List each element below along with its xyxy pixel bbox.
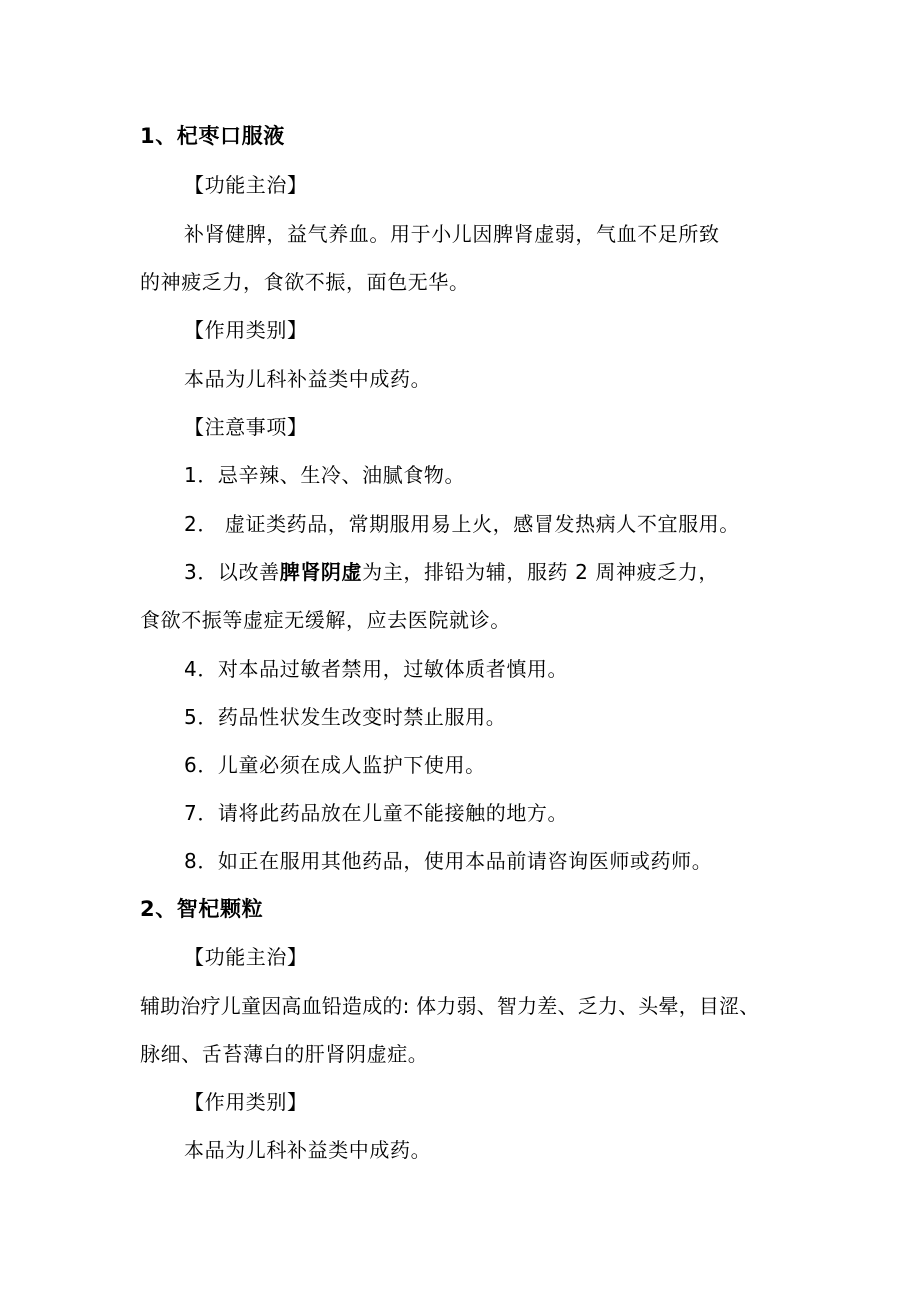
note-item-6: 6．儿童必须在成人监护下使用。 xyxy=(184,753,486,777)
note-item-3-emphasis: 脾肾阴虚 xyxy=(279,560,363,584)
section-2-function-text-line-2: 脉细、舌苔薄白的肝肾阴虚症。 xyxy=(140,1042,429,1066)
note-item-4: 4．对本品过敏者禁用，过敏体质者慎用。 xyxy=(184,657,569,681)
section-1-function-text-line-1: 补肾健脾，益气养血。用于小儿因脾肾虚弱，气血不足所致 xyxy=(184,222,720,246)
note-item-8: 8．如正在服用其他药品，使用本品前请咨询医师或药师。 xyxy=(184,849,713,873)
section-1-function-text-line-2: 的神疲乏力，食欲不振，面色无华。 xyxy=(140,270,470,294)
note-item-3 xyxy=(184,558,719,586)
section-1-category-heading: 【作用类别】 xyxy=(184,318,308,342)
section-2-function-heading: 【功能主治】 xyxy=(184,945,308,969)
note-item-3-line-2: 食欲不振等虚症无缓解，应去医院就诊。 xyxy=(140,608,511,632)
note-item-3-prefix: 3．以改善 xyxy=(184,560,280,584)
note-item-5: 5．药品性状发生改变时禁止服用。 xyxy=(184,705,507,729)
note-item-1: 1．忌辛辣、生冷、油腻食物。 xyxy=(184,463,466,487)
section-1-category-text: 本品为儿科补益类中成药。 xyxy=(184,367,432,391)
section-2-function-text-line-1: 辅助治疗儿童因高血铅造成的: 体力弱、智力差、乏力、头晕，目涩、 xyxy=(140,994,760,1018)
section-1-title: 1、杞枣口服液 xyxy=(140,124,285,148)
note-item-3-suffix: 为主，排铅为辅，服药 2 周神疲乏力， xyxy=(362,560,719,584)
section-1-notes-heading: 【注意事项】 xyxy=(184,415,308,439)
note-item-2: 2． 虚证类药品，常期服用易上火，感冒发热病人不宜服用。 xyxy=(184,512,740,536)
section-1-function-heading: 【功能主治】 xyxy=(184,173,308,197)
section-2-category-text: 本品为儿科补益类中成药。 xyxy=(184,1138,432,1162)
section-2-title: 2、智杞颗粒 xyxy=(140,897,264,921)
section-2-category-heading: 【作用类别】 xyxy=(184,1090,308,1114)
note-item-7: 7．请将此药品放在儿童不能接触的地方。 xyxy=(184,801,569,825)
